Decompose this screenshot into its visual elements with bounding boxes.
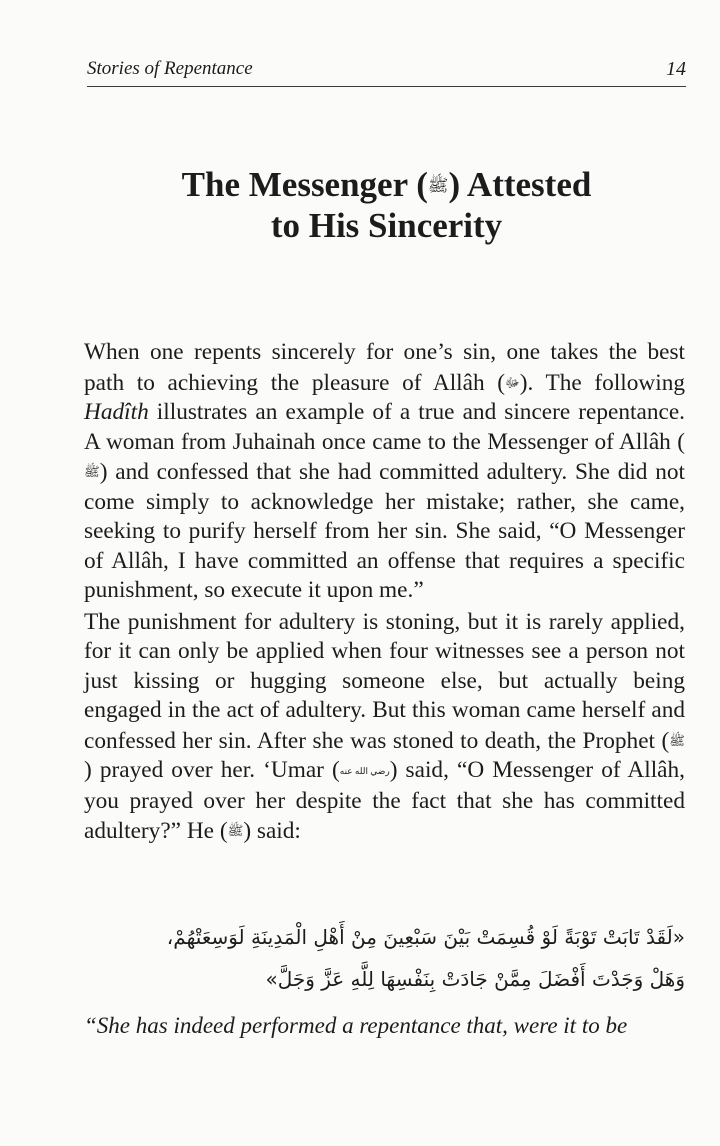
salutation-glyph: ﷺ — [84, 464, 100, 479]
running-title: Stories of Repentance — [87, 58, 253, 79]
text-run: illustrates an example of a true and sincere repentance. A woman from Juhainah once came to the Messenger of Allâh ( — [84, 399, 685, 455]
salutation-glyph: ﷺ — [227, 823, 244, 838]
chapter-title-line-1 — [87, 165, 686, 206]
salutation-glyph: ﷻ — [505, 374, 520, 390]
chapter-title-text: The Messenger ( — [181, 165, 428, 204]
text-run: When one repents sincerely for one’s sin, one takes the best path to achieving the pleasure of Allâh ( — [84, 339, 685, 396]
hadith-term: Hadîth — [84, 399, 149, 425]
body-text — [84, 338, 685, 849]
salutation-glyph: ﷺ — [669, 732, 685, 748]
text-run: ) prayed over her. ‘Umar ( — [84, 757, 340, 783]
hadith-translation: “She has indeed performed a repentance that, were it to be — [84, 1013, 628, 1038]
arabic-line-2: وَهَلْ وَجَدْتَ أَفْضَلَ مِمَّنْ جَادَتْ بِنَفْسِهَا لِلَّهِ عَزَّ وَجَلَّ» — [265, 967, 685, 991]
salutation-glyph: ﷺ — [427, 176, 449, 195]
arabic-line-1: «لَقَدْ تَابَتْ تَوْبَةً لَوْ قُسِمَتْ بَيْنَ سَبْعِينَ مِنْ أَهْلِ الْمَدِينَةِ لَوَسِعَتْهُمْ، — [166, 925, 685, 949]
paragraph-2 — [84, 608, 685, 847]
text-run: ) said: — [243, 818, 301, 844]
paragraph-1 — [84, 338, 685, 606]
text-run: ). The following — [519, 369, 686, 396]
text-run: ) and confessed that she had committed adultery. She did not come simply to acknowledge her mistake; rather, she came, seeking to purify herself from her sin. She said, “O Messenger of Allâh, I have committed an offense that requires a specific punishment, so execute it upon me.” — [84, 459, 685, 603]
salutation-glyph: رضي الله عنه — [339, 766, 390, 776]
running-header — [87, 56, 686, 87]
arabic-hadith — [84, 916, 685, 1000]
text-run: ) said, “O Messenger of Allâh, you prayed over her despite the fact that she has committed adultery?” He ( — [84, 757, 685, 844]
text-run: The punishment for adultery is stoning, but it is rarely applied, for it can only be applied when four witnesses see a person not just kissing or hugging someone else, but actually being engaged in the act of adultery. But this woman came herself and confessed her sin. After she was stoned to death, the Prophet ( — [84, 608, 685, 754]
chapter-title — [87, 165, 686, 246]
page-number: 14 — [666, 58, 686, 80]
chapter-title-text: ) Attested — [448, 165, 592, 204]
chapter-title-line-2: to His Sincerity — [270, 206, 503, 245]
